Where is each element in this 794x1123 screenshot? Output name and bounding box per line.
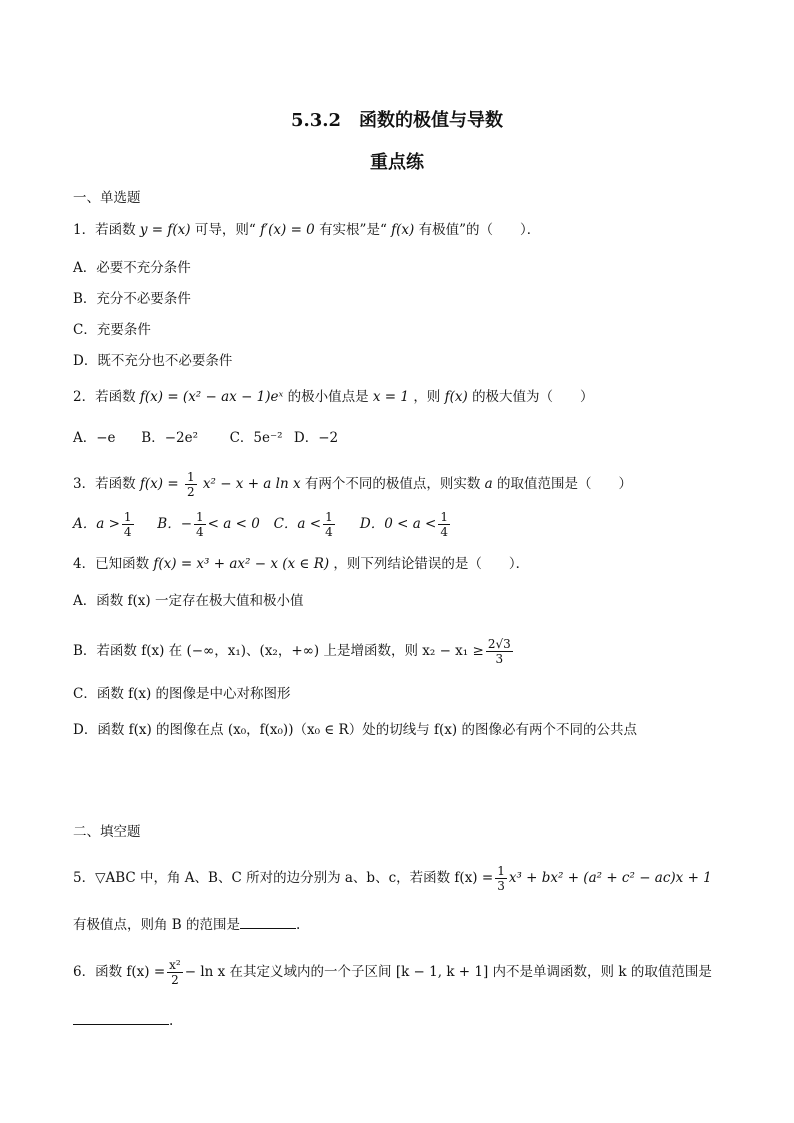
- q6-text: − ln x 在其定义域内的一个子区间 [k − 1, k + 1] 内不是单调函数，则 k 的取值范围是: [184, 964, 712, 980]
- q3-option-a-text: A．a >: [73, 516, 120, 532]
- q2-text: ，则: [413, 389, 441, 405]
- q3-option-d-fraction: [438, 510, 450, 539]
- fraction-denominator: 4: [325, 525, 333, 539]
- fraction-denominator: 3: [495, 652, 504, 666]
- q2-options: [73, 428, 338, 448]
- q2-formula-x1: x = 1: [372, 389, 410, 405]
- q4-formula-domain: (x ∈ R): [282, 556, 330, 572]
- q1-formula-y: y = f(x): [139, 222, 191, 238]
- q2-formula-fx: f(x) = (x² − ax − 1)eˣ: [139, 389, 284, 405]
- q5-fraction: [495, 864, 507, 893]
- fraction-denominator: 4: [123, 525, 132, 539]
- page-subtitle: 重点练: [370, 152, 424, 173]
- q1-option-d: D．既不充分也不必要条件: [73, 353, 233, 369]
- q3-option-b-fraction: [194, 510, 206, 539]
- fraction-denominator: 4: [196, 525, 204, 539]
- q4-text: 4．已知函数: [73, 556, 150, 572]
- q4-text: ，则下列结论错误的是（ ）．: [333, 556, 530, 572]
- q3-option-c-text: C．a <: [273, 516, 322, 532]
- q1-option-b: B．充分不必要条件: [73, 291, 191, 307]
- q4-option-b: [73, 637, 515, 666]
- q3-option-a: [73, 510, 153, 539]
- q3-text: 有两个不同的极值点，则实数: [304, 476, 481, 492]
- section-heading-fill-blank: 二、填空题: [73, 824, 141, 840]
- fraction-denominator: 2: [186, 485, 195, 499]
- q2-text: 的极大值为（ ）: [472, 389, 594, 405]
- q2-option-c: C．5e⁻²: [229, 430, 283, 446]
- q1-text: 有实根”是“: [319, 222, 387, 238]
- q5-text: 5．▽ABC 中，角 A、B、C 所对的边分别为 a、b、c，若函数 f(x) =: [73, 870, 494, 886]
- q1-option-c: C．充要条件: [73, 322, 151, 338]
- q5-text: .: [296, 917, 301, 933]
- section-heading-single-choice: 一、单选题: [73, 190, 141, 206]
- q4-option-a: A．函数 f(x) 一定存在极大值和极小值: [73, 593, 304, 609]
- q3-formula-a: a: [484, 476, 493, 492]
- q4-option-b-text: B．若函数 f(x) 在 (−∞，x₁)、(x₂，+∞) 上是增函数，则 x₂ − x₁ ≥: [73, 643, 484, 659]
- q3-formula-body: x² − x + a ln x: [202, 476, 301, 492]
- q3-option-c: [274, 510, 356, 539]
- question-1-stem: [73, 220, 540, 240]
- q6-text: 6．函数 f(x) =: [73, 964, 166, 980]
- fraction-numerator: x²: [169, 958, 181, 972]
- q2-option-b: B．−2e²: [141, 430, 199, 446]
- question-6-stem: [73, 958, 712, 987]
- q1-text: 有极值”的（ ）．: [418, 222, 541, 238]
- q1-text: 1．若函数: [73, 222, 136, 238]
- q3-option-b-text: < a < 0: [207, 516, 260, 532]
- page-title: 5.3.2 函数的极值与导数: [290, 110, 504, 131]
- q2-text: 的极小值点是: [287, 389, 369, 405]
- q3-formula-fx: f(x) =: [139, 476, 179, 492]
- fraction-denominator: 4: [440, 525, 448, 539]
- q3-option-c-fraction: [323, 510, 335, 539]
- q5-formula-body: x³ + bx² + (a² + c² − ac)x + 1: [508, 870, 712, 886]
- q6-text: .: [169, 1013, 174, 1029]
- q1-formula-fx: f(x): [391, 222, 415, 238]
- q1-text: 可导，则“: [194, 222, 256, 238]
- q2-option-a: A．−e: [73, 430, 116, 446]
- q3-option-d: [360, 510, 452, 539]
- q2-formula-fx2: f(x): [444, 389, 468, 405]
- fraction-numerator: 1: [497, 864, 505, 878]
- question-6-line2: [73, 1010, 173, 1031]
- question-5-line2: [73, 914, 300, 935]
- q4-option-c: C．函数 f(x) 的图像是中心对称图形: [73, 686, 291, 702]
- q3-fraction: [185, 470, 197, 499]
- question-4-stem: [73, 554, 529, 574]
- q1-option-a: A．必要不充分条件: [73, 260, 191, 276]
- q3-text: 3．若函数: [73, 476, 136, 492]
- fraction-numerator: 1: [440, 510, 448, 524]
- q3-option-b: [157, 510, 269, 539]
- q3-option-b-text: B．−: [157, 516, 193, 532]
- fraction-numerator: 2√3: [487, 637, 511, 651]
- q3-option-d-text: D．0 < a <: [359, 516, 437, 532]
- q6-answer-blank[interactable]: [73, 1010, 169, 1025]
- q3-option-a-fraction: [122, 510, 134, 539]
- q2-text: 2．若函数: [73, 389, 136, 405]
- fraction-denominator: 3: [497, 879, 505, 893]
- q6-fraction: [167, 958, 183, 987]
- fraction-numerator: 1: [186, 470, 195, 484]
- q3-text: 的取值范围是（ ）: [497, 476, 633, 492]
- fraction-numerator: 1: [196, 510, 204, 524]
- q1-formula-derivative: f′(x) = 0: [260, 222, 315, 238]
- q4-formula-fx: f(x) = x³ + ax² − x: [153, 556, 278, 572]
- q5-text: 有极值点，则角 B 的范围是: [73, 917, 241, 933]
- q5-answer-blank[interactable]: [240, 914, 296, 929]
- q4-option-b-fraction: [486, 637, 513, 666]
- question-3-stem: [73, 470, 632, 499]
- q2-option-d: D．−2: [293, 430, 339, 446]
- fraction-numerator: 1: [325, 510, 333, 524]
- question-5-stem: [73, 864, 712, 893]
- fraction-denominator: 2: [171, 973, 179, 987]
- q4-option-d: D．函数 f(x) 的图像在点 (x₀，f(x₀))（x₀ ∈ R）处的切线与 f(x) 的图像必有两个不同的公共点: [73, 722, 637, 738]
- question-2-stem: [73, 387, 594, 407]
- fraction-numerator: 1: [123, 510, 132, 524]
- q3-options: [73, 510, 452, 539]
